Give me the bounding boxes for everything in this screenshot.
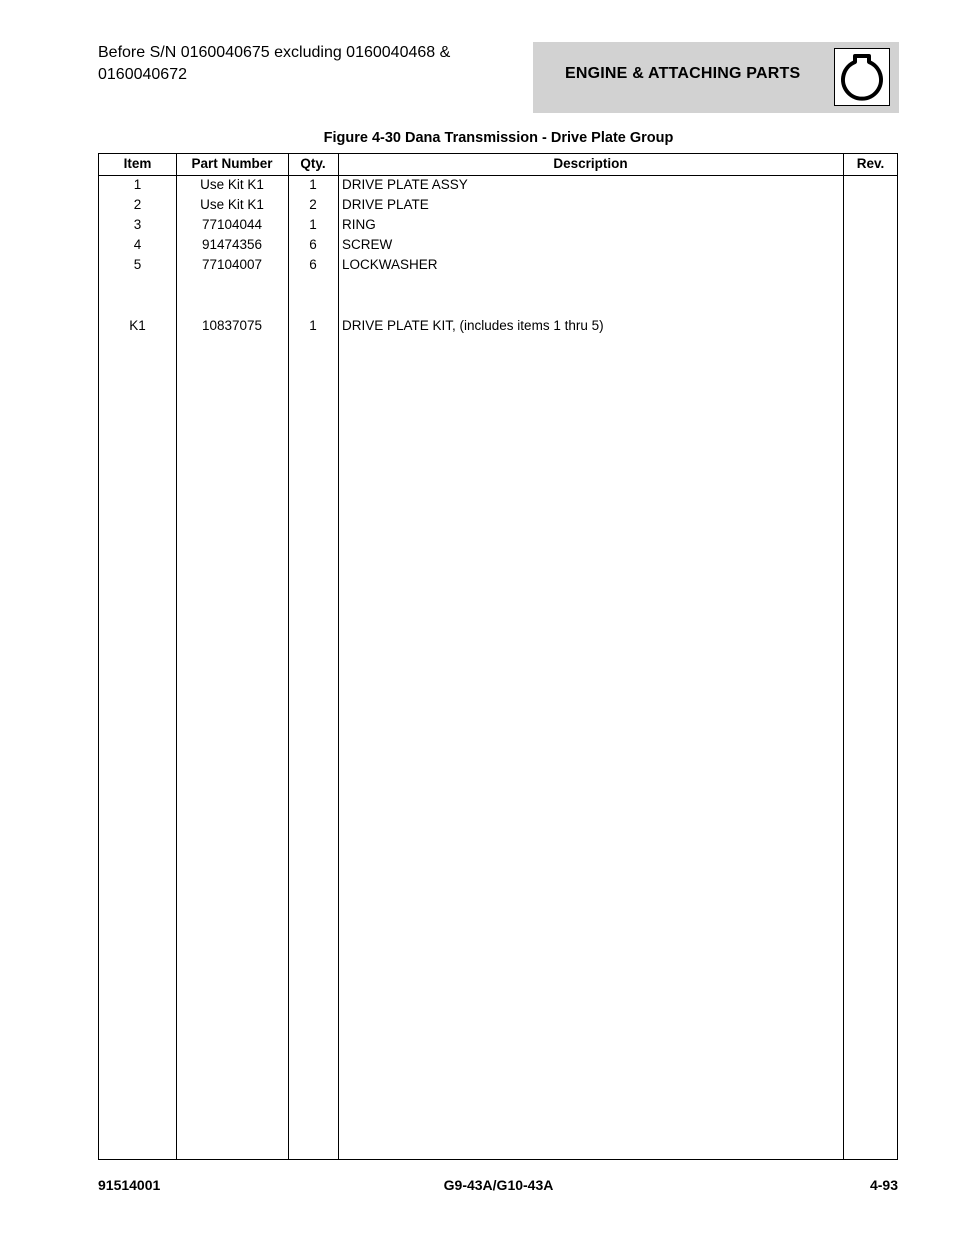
column-divider bbox=[288, 154, 289, 1159]
column-divider bbox=[338, 154, 339, 1159]
item-cell: 1 bbox=[133, 177, 142, 192]
table-row bbox=[99, 215, 897, 235]
parts-table bbox=[98, 153, 898, 1160]
part-number-cell: 91474356 bbox=[201, 237, 263, 252]
column-header-description: Description bbox=[553, 156, 628, 171]
table-row bbox=[99, 195, 897, 215]
table-row bbox=[99, 316, 897, 336]
engine-icon bbox=[834, 48, 890, 106]
part-number-cell: 77104044 bbox=[201, 217, 263, 232]
table-row bbox=[99, 255, 897, 275]
section-title: ENGINE & ATTACHING PARTS bbox=[565, 65, 801, 82]
table-row bbox=[99, 175, 897, 195]
table-row bbox=[99, 235, 897, 255]
qty-cell: 6 bbox=[309, 257, 317, 272]
section-tab bbox=[533, 42, 899, 113]
column-header-rev: Rev. bbox=[856, 156, 885, 171]
item-cell: 4 bbox=[133, 237, 142, 252]
description-cell: SCREW bbox=[342, 237, 393, 252]
part-number-cell: Use Kit K1 bbox=[200, 177, 264, 192]
figure-title: Figure 4-30 Dana Transmission - Drive Plate Group bbox=[323, 130, 674, 146]
serial-number-note: Before S/N 0160040675 excluding 0160040468 & 0160040672 bbox=[98, 44, 451, 83]
description-cell: LOCKWASHER bbox=[342, 257, 438, 272]
description-cell: DRIVE PLATE ASSY bbox=[342, 177, 468, 192]
item-cell: 2 bbox=[133, 197, 142, 212]
part-number-cell: 10837075 bbox=[201, 318, 263, 333]
part-number-cell: Use Kit K1 bbox=[200, 197, 264, 212]
column-header-item: Item bbox=[123, 156, 152, 171]
description-cell: DRIVE PLATE bbox=[342, 197, 429, 212]
column-header-part-number: Part Number bbox=[191, 156, 273, 171]
item-cell: K1 bbox=[129, 318, 146, 333]
column-divider bbox=[843, 154, 844, 1159]
item-cell: 5 bbox=[133, 257, 142, 272]
item-cell: 3 bbox=[133, 217, 142, 232]
qty-cell: 1 bbox=[309, 177, 317, 192]
part-number-cell: 77104007 bbox=[201, 257, 263, 272]
qty-cell: 1 bbox=[309, 217, 317, 232]
footer-model: G9-43A/G10-43A bbox=[443, 1177, 554, 1193]
footer-doc-number: 91514001 bbox=[98, 1177, 161, 1193]
qty-cell: 1 bbox=[309, 318, 317, 333]
description-cell: DRIVE PLATE KIT, (includes items 1 thru 5) bbox=[342, 318, 604, 333]
column-header-qty: Qty. bbox=[300, 156, 326, 171]
qty-cell: 6 bbox=[309, 237, 317, 252]
qty-cell: 2 bbox=[309, 197, 317, 212]
column-divider bbox=[176, 154, 177, 1159]
footer-page-number: 4-93 bbox=[869, 1177, 898, 1193]
description-cell: RING bbox=[342, 217, 376, 232]
